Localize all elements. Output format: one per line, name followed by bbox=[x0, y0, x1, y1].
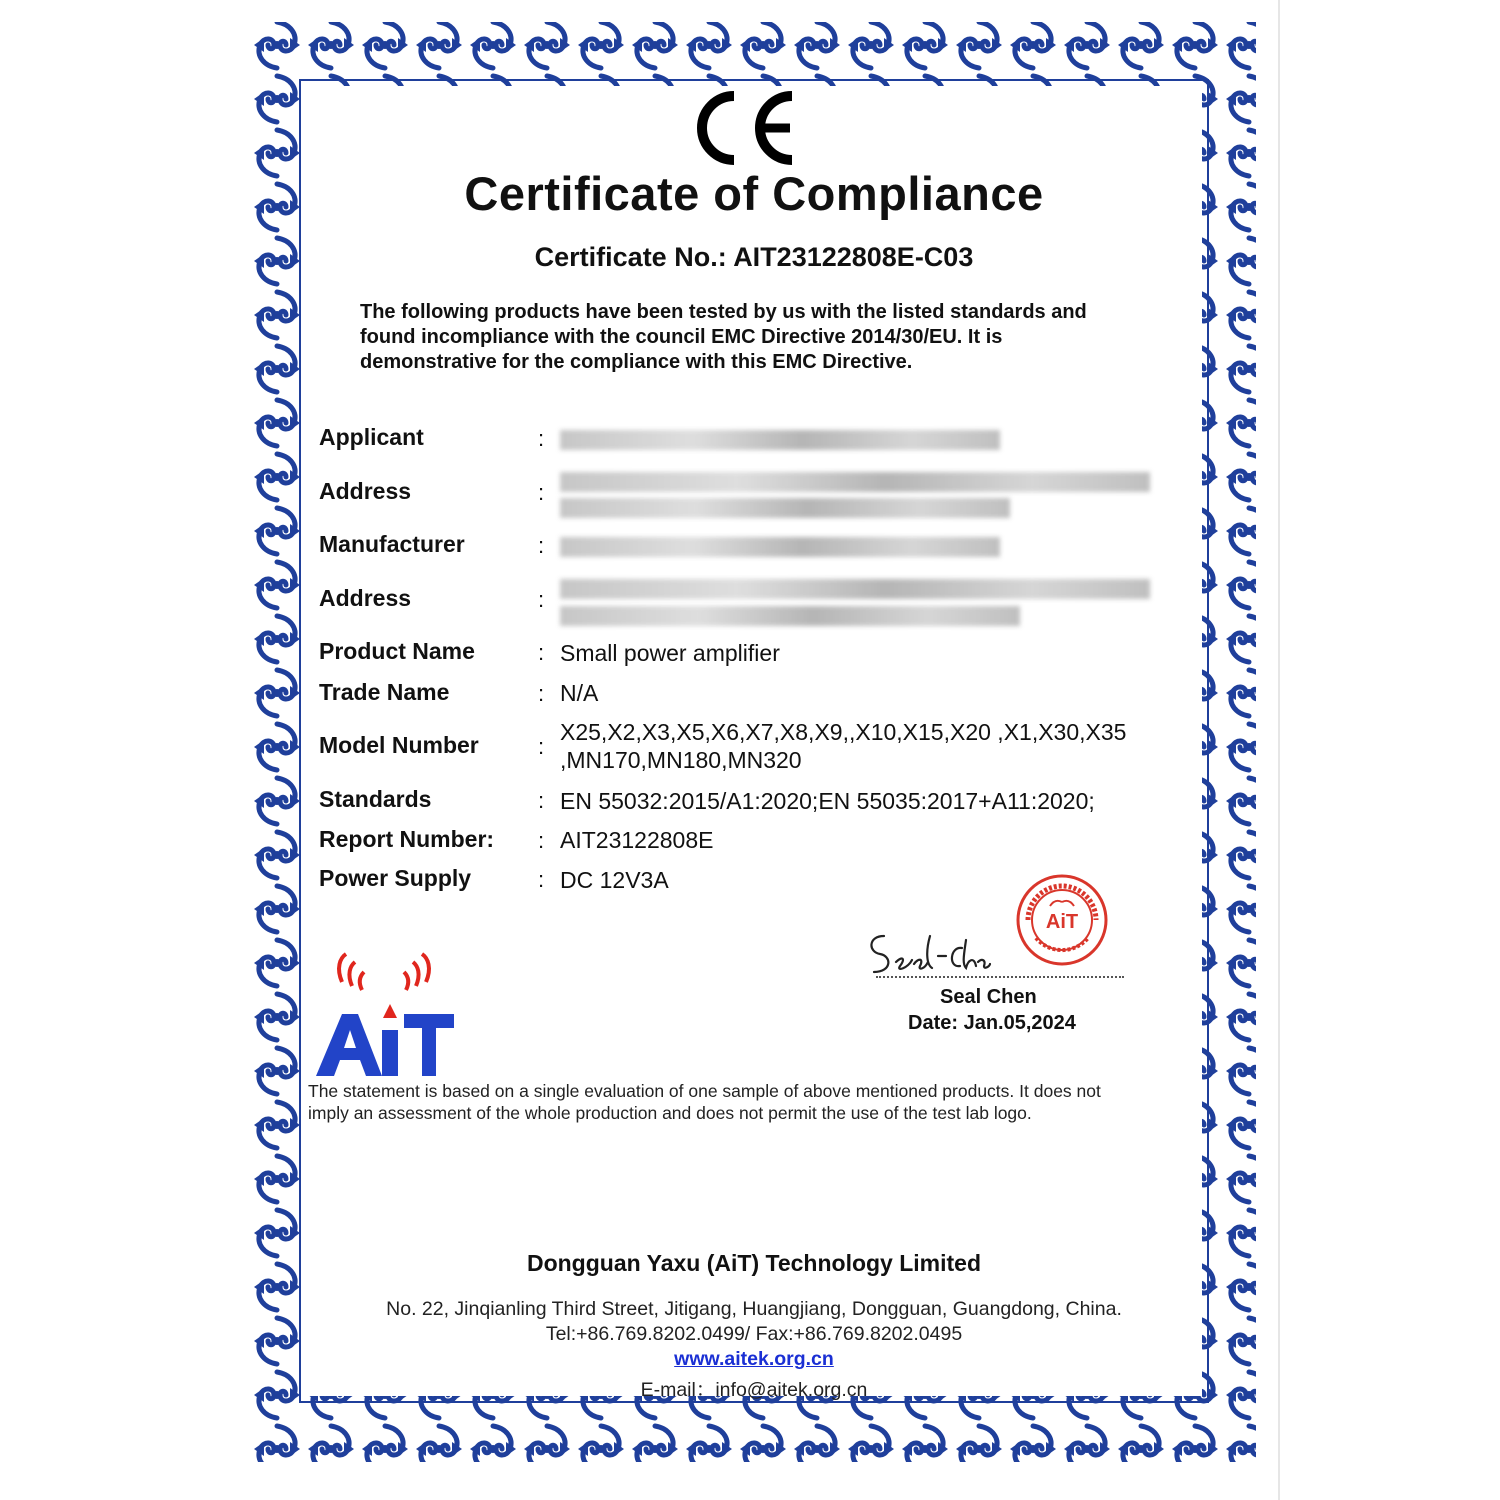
company-email: E-mail：info@aitek.org.cn bbox=[640, 1379, 868, 1401]
label-standards: Standards bbox=[319, 786, 432, 812]
certificate-title: Certificate of Compliance bbox=[464, 167, 1044, 220]
label-address: Address bbox=[319, 478, 412, 504]
value-model-number: X25,X2,X3,X5,X6,X7,X8,X9,,X10,X15,X20 ,X1,X30,X35 bbox=[560, 719, 1127, 745]
label-applicant: Applicant bbox=[319, 424, 424, 450]
field-colon: : bbox=[538, 587, 545, 612]
field-colon: : bbox=[538, 640, 545, 665]
field-colon: : bbox=[538, 867, 545, 892]
value-power-supply: DC 12V3A bbox=[560, 867, 669, 893]
redacted-address-line bbox=[560, 606, 1020, 626]
label-report-number: Report Number: bbox=[319, 826, 495, 852]
company-address: No. 22, Jinqianling Third Street, Jitigang, Huangjiang, Dongguan, Guangdong, China. bbox=[386, 1298, 1122, 1320]
statement-line: The statement is based on a single evaluation of one sample of above mentioned products. It does not bbox=[308, 1081, 1101, 1101]
field-colon: : bbox=[538, 788, 545, 813]
field-colon: : bbox=[538, 426, 545, 451]
signature-date: Date: Jan.05,2024 bbox=[908, 1012, 1076, 1034]
redacted-address-line bbox=[560, 579, 1150, 599]
redacted-address-line bbox=[560, 472, 1150, 492]
value-product-name: Small power amplifier bbox=[560, 640, 780, 666]
intro-line: found incompliance with the council EMC Directive 2014/30/EU. It is bbox=[360, 326, 1003, 348]
statement-line: imply an assessment of the whole production and does not permit the use of the test lab logo. bbox=[308, 1103, 1032, 1123]
field-colon: : bbox=[538, 533, 545, 558]
field-colon: : bbox=[538, 480, 545, 505]
field-colon: : bbox=[538, 734, 545, 759]
label-manufacturer: Manufacturer bbox=[319, 531, 465, 557]
page-edge-line bbox=[1278, 0, 1280, 1500]
company-phone-fax: Tel:+86.769.8202.0499/ Fax:+86.769.8202.0495 bbox=[545, 1323, 963, 1345]
intro-paragraph bbox=[360, 300, 1160, 375]
label-product-name: Product Name bbox=[319, 638, 475, 664]
field-colon: : bbox=[538, 681, 545, 706]
svg-text:AiT: AiT bbox=[1045, 911, 1079, 933]
field-colon: : bbox=[538, 828, 545, 853]
redacted-address-line bbox=[560, 498, 1010, 518]
certificate-page bbox=[250, 18, 1258, 1466]
company-name: Dongguan Yaxu (AiT) Technology Limited bbox=[526, 1250, 982, 1276]
redacted-manufacturer bbox=[560, 537, 1000, 557]
label-address: Address bbox=[319, 585, 412, 611]
signer-name: Seal Chen bbox=[940, 986, 1037, 1008]
signature-line bbox=[876, 976, 1124, 978]
redacted-applicant bbox=[560, 430, 1000, 450]
value-trade-name: N/A bbox=[560, 680, 599, 706]
value-model-number-cont: ,MN170,MN180,MN320 bbox=[560, 747, 802, 773]
value-report-number: AIT23122808E bbox=[560, 827, 714, 853]
intro-line: The following products have been tested by us with the listed standards and bbox=[360, 301, 1087, 323]
label-model-number: Model Number bbox=[319, 732, 479, 758]
ait-logo-icon bbox=[310, 952, 458, 1080]
value-standards: EN 55032:2015/A1:2020;EN 55035:2017+A11:2020; bbox=[560, 788, 1095, 814]
label-power-supply: Power Supply bbox=[319, 865, 472, 891]
website-link-row bbox=[250, 1348, 1258, 1371]
website-link[interactable]: www.aitek.org.cn bbox=[674, 1348, 834, 1370]
label-trade-name: Trade Name bbox=[319, 679, 450, 705]
ce-mark-icon bbox=[686, 88, 798, 168]
statement-paragraph bbox=[308, 1080, 1188, 1124]
approved-stamp-icon bbox=[1014, 872, 1110, 968]
intro-line: demonstrative for the compliance with this EMC Directive. bbox=[360, 351, 913, 373]
certificate-number: Certificate No.: AIT23122808E-C03 bbox=[534, 242, 974, 272]
